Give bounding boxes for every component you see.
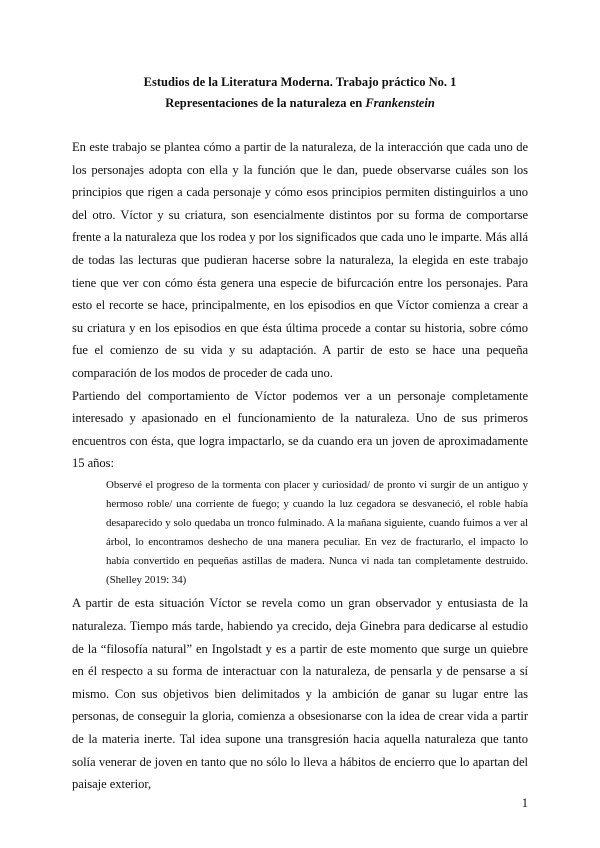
paragraph-after-quote: A partir de esta situación Víctor se revela como un gran observador y entusiasta de la naturaleza. Tiempo más tarde, habiendo ya crecido, deja Ginebra para dedicarse al estudio de la “filosofía natural” en Ingolstadt y es a partir de este momento que surge un quiebre en él respecto a su forma de interactuar con la naturaleza, de pensarla y de pensarse a sí mismo. Con sus objetivos bien delimitados y la ambición de ganar su lugar entre las personas, de conseguir la gloria, comienza a obsesionarse con la idea de crear vida a partir de la materia inerte. Tal idea supone una transgresión hacia aquella naturaleza que tanto solía venerar de joven en tanto que no sólo lo lleva a hábitos de encierro que lo apartan del paisaje exterior,	[72, 596, 528, 792]
subtitle-italic-work-title: Frankenstein	[365, 96, 435, 110]
document-title: Estudios de la Literatura Moderna. Trabajo práctico No. 1	[143, 75, 457, 89]
subtitle-text: Representaciones de la naturaleza en	[165, 96, 366, 110]
page-number: 1	[521, 796, 528, 810]
paragraph-victor-behavior: Partiendo del comportamiento de Víctor podemos ver a un personaje completamente interesado y apasionado en el funcionamiento de la naturaleza. Uno de sus primeros encuentros con ésta, que logra impactarlo, se da cuando era un joven de aproximadamente 15 años:	[72, 388, 528, 471]
block-quote: Observé el progreso de la tormenta con placer y curiosidad/ de pronto vi surgir de un antiguo y hermoso roble/ una corriente de fuego; y cuando la luz cegadora se desvaneció, el roble había desaparecido y solo quedaba un tronco fulminado. A la mañana siguiente, cuando fuimos a ver al árbol, lo encontramos deshecho de una manera peculiar. En vez de fracturarlo, el impacto lo había convertido en pequeñas astillas de madera. Nunca vi nada tan completamente destruido. (Shelley 2019: 34)	[106, 478, 528, 587]
document-title-block	[72, 72, 528, 114]
document-body	[72, 136, 528, 796]
paragraph-introduction: En este trabajo se plantea cómo a partir de la naturaleza, de la interacción que cada uno de los personajes adopta con ella y la función que le dan, puede observarse cuáles son los principios que rigen a cada personaje y cómo esos principios permiten distinguirlos a uno del otro. Víctor y su criatura, son esencialmente distintos por su forma de comportarse frente a la naturaleza que los rodea y por los significados que cada uno le imparte. Más allá de todas las lecturas que pudieran hacerse sobre la naturaleza, la elegida en este trabajo tiene que ver con cómo ésta genera una especie de bifurcación entre los personajes. Para esto el recorte se hace, principalmente, en los episodios en que Víctor comienza a crear a su criatura y en los episodios en que ésta última procede a contar su historia, sobre cómo fue el comienzo de su vida y su adaptación. A partir de esto se hace una pequeña comparación de los modos de proceder de cada uno.	[72, 140, 528, 380]
document-subtitle	[72, 93, 528, 114]
